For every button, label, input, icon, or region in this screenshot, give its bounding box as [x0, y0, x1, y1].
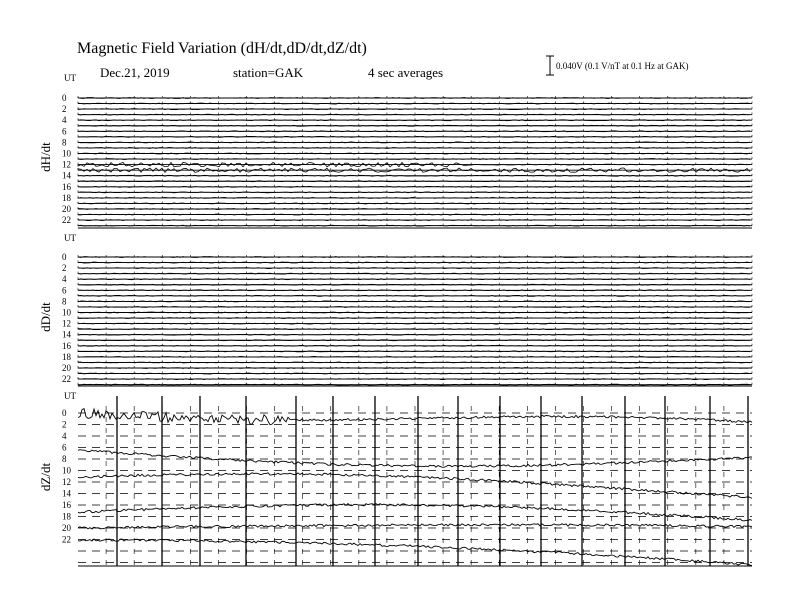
row-label: 14: [62, 488, 71, 499]
row-label: 16: [62, 340, 71, 351]
row-label: 10: [62, 465, 71, 476]
row-label: 22: [62, 374, 71, 385]
row-label: 8: [62, 296, 67, 307]
panels: [38, 73, 752, 566]
row-label: 22: [62, 215, 71, 226]
row-label: 6: [62, 126, 67, 137]
chart-title: Magnetic Field Variation (dH/dt,dD/dt,dZ/dt): [77, 40, 367, 57]
row-label: 8: [62, 137, 67, 148]
scale-note: 0.040V (0.1 V/nT at 0.1 Hz at GAK): [556, 61, 689, 71]
row-label: 4: [62, 115, 67, 126]
scale-bar: [546, 56, 554, 75]
row-label: 16: [62, 181, 71, 192]
averaging-label: 4 sec averages: [368, 65, 444, 80]
row-label: 4: [62, 431, 67, 441]
ut-label: UT: [64, 391, 76, 401]
chart-date: Dec.21, 2019: [100, 65, 170, 80]
row-label: 2: [62, 263, 67, 274]
panel-dD-dt: [38, 233, 752, 386]
y-axis-label: dD/dt: [38, 302, 53, 332]
ut-label: UT: [64, 233, 76, 243]
row-label: 14: [62, 329, 71, 340]
row-label: 0: [62, 93, 67, 103]
row-label: 0: [62, 408, 67, 418]
row-label: 22: [62, 534, 71, 545]
row-label: 14: [62, 170, 71, 181]
row-label: 20: [62, 523, 71, 533]
row-label: 10: [62, 148, 71, 159]
row-label: 16: [62, 500, 71, 510]
row-label: 18: [62, 192, 71, 203]
row-label: 0: [62, 252, 67, 262]
y-axis-label: dZ/dt: [38, 462, 53, 492]
row-label: 8: [62, 454, 67, 464]
row-label: 4: [62, 274, 67, 285]
row-label: 2: [62, 104, 67, 115]
trace-line: [78, 409, 752, 425]
row-label: 6: [62, 442, 67, 453]
row-label: 10: [62, 307, 71, 318]
station-label: station=GAK: [233, 65, 304, 80]
panel-dH-dt: [38, 73, 752, 228]
row-label: 18: [62, 351, 71, 362]
row-label: 20: [62, 363, 71, 373]
row-label: 18: [62, 511, 71, 522]
ut-label: UT: [64, 73, 76, 83]
row-label: 12: [62, 159, 71, 170]
y-axis-label: dH/dt: [38, 142, 53, 172]
row-label: 12: [62, 477, 71, 487]
row-label: 12: [62, 318, 71, 329]
row-label: 20: [62, 204, 71, 214]
row-label: 2: [62, 419, 67, 430]
panel-dZ-dt: [38, 391, 752, 566]
row-label: 6: [62, 285, 67, 296]
